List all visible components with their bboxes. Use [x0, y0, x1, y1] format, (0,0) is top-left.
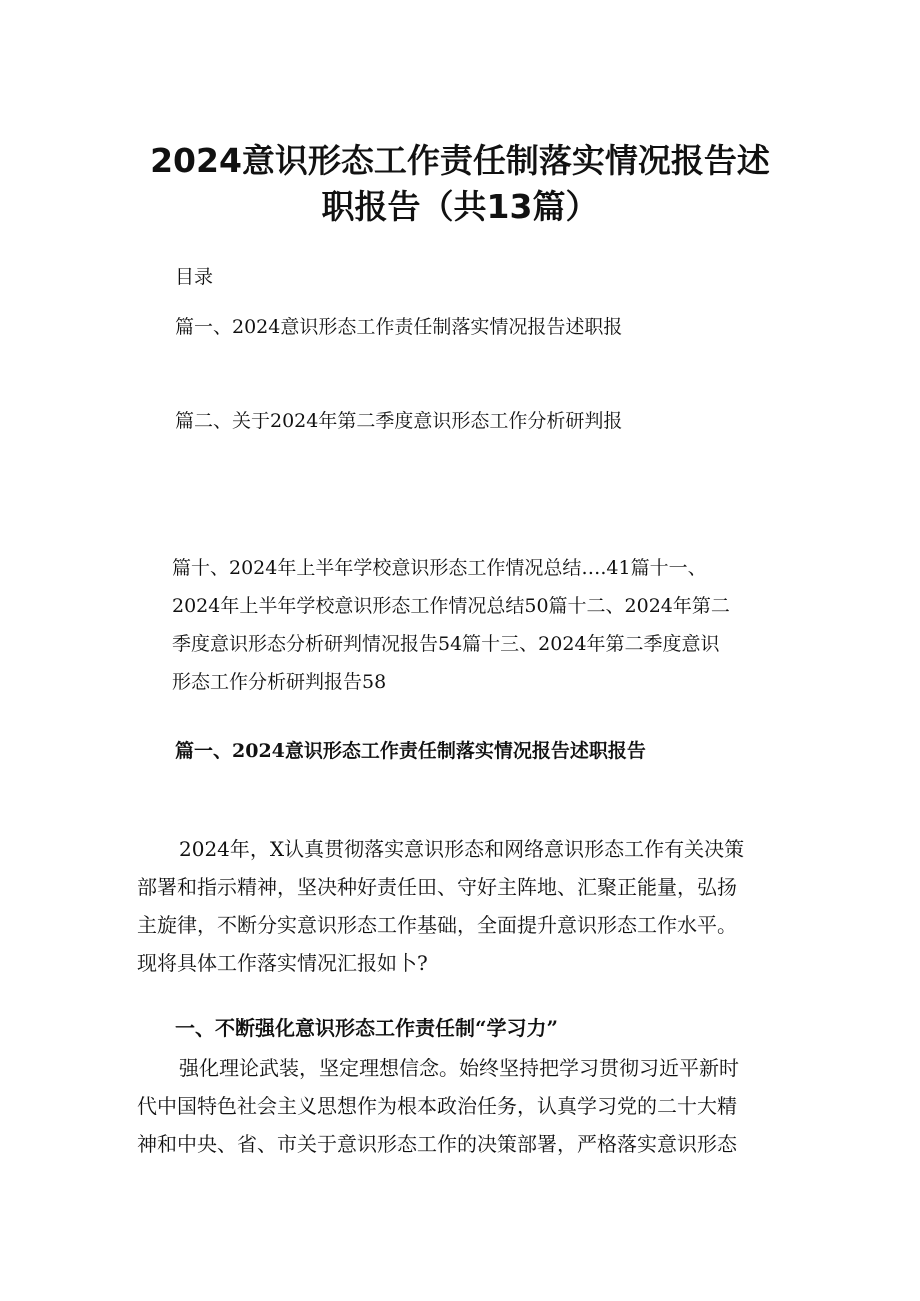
document-title: [100, 138, 820, 230]
section-title: 篇一、2024意识形态工作责任制落实情况报告述职报告: [175, 740, 646, 762]
toc-block-line: 形态工作分析研判报告58: [172, 671, 387, 693]
paragraph-line: 2024年，X认真贯彻落实意识形态和网络意识形态工作有关决策: [179, 837, 745, 861]
toc-heading: 目录: [175, 266, 214, 288]
paragraph-2: [137, 1049, 797, 1163]
title-line-2: 职报告（共13篇）: [321, 187, 599, 226]
paragraph-line: 神和中央、省、市关于意识形态工作的决策部署，严格落实意识形态: [137, 1132, 737, 1156]
subheading-1: 一、不断强化意识形态工作责任制“学习力”: [175, 1016, 559, 1040]
paragraph-line: 现将具体工作落实情况汇报如卜?: [137, 951, 428, 975]
paragraph-1: [137, 830, 797, 982]
paragraph-line: 主旋律，不断分实意识形态工作基础，全面提升意识形态工作水平。: [137, 913, 737, 937]
title-line-1: 2024意识形态工作责任制落实情况报告述: [150, 141, 770, 180]
paragraph-line: 强化理论武装，坚定理想信念。始终坚持把学习贯彻习近平新时: [179, 1056, 739, 1080]
toc-block-line: 2024年上半年学校意识形态工作情况总结50篇十二、2024年第二: [172, 595, 730, 617]
paragraph-line: 代中国特色社会主义思想作为根本政治任务，认真学习党的二十大精: [137, 1094, 737, 1118]
toc-block-line: 篇十、2024年上半年学校意识形态工作情况总结….41篇十一、: [172, 557, 707, 579]
toc-block-line: 季度意识形态分析研判情况报告54篇十三、2024年第二季度意识: [172, 633, 720, 655]
toc-block: [172, 549, 792, 701]
toc-item-2[interactable]: 篇二、关于2024年第二季度意识形态工作分析研判报: [175, 410, 623, 432]
paragraph-line: 部署和指示精神，坚决种好责任田、守好主阵地、汇聚正能量，弘扬: [137, 875, 737, 899]
toc-item-1[interactable]: 篇一、2024意识形态工作责任制落实情况报告述职报: [175, 316, 623, 338]
